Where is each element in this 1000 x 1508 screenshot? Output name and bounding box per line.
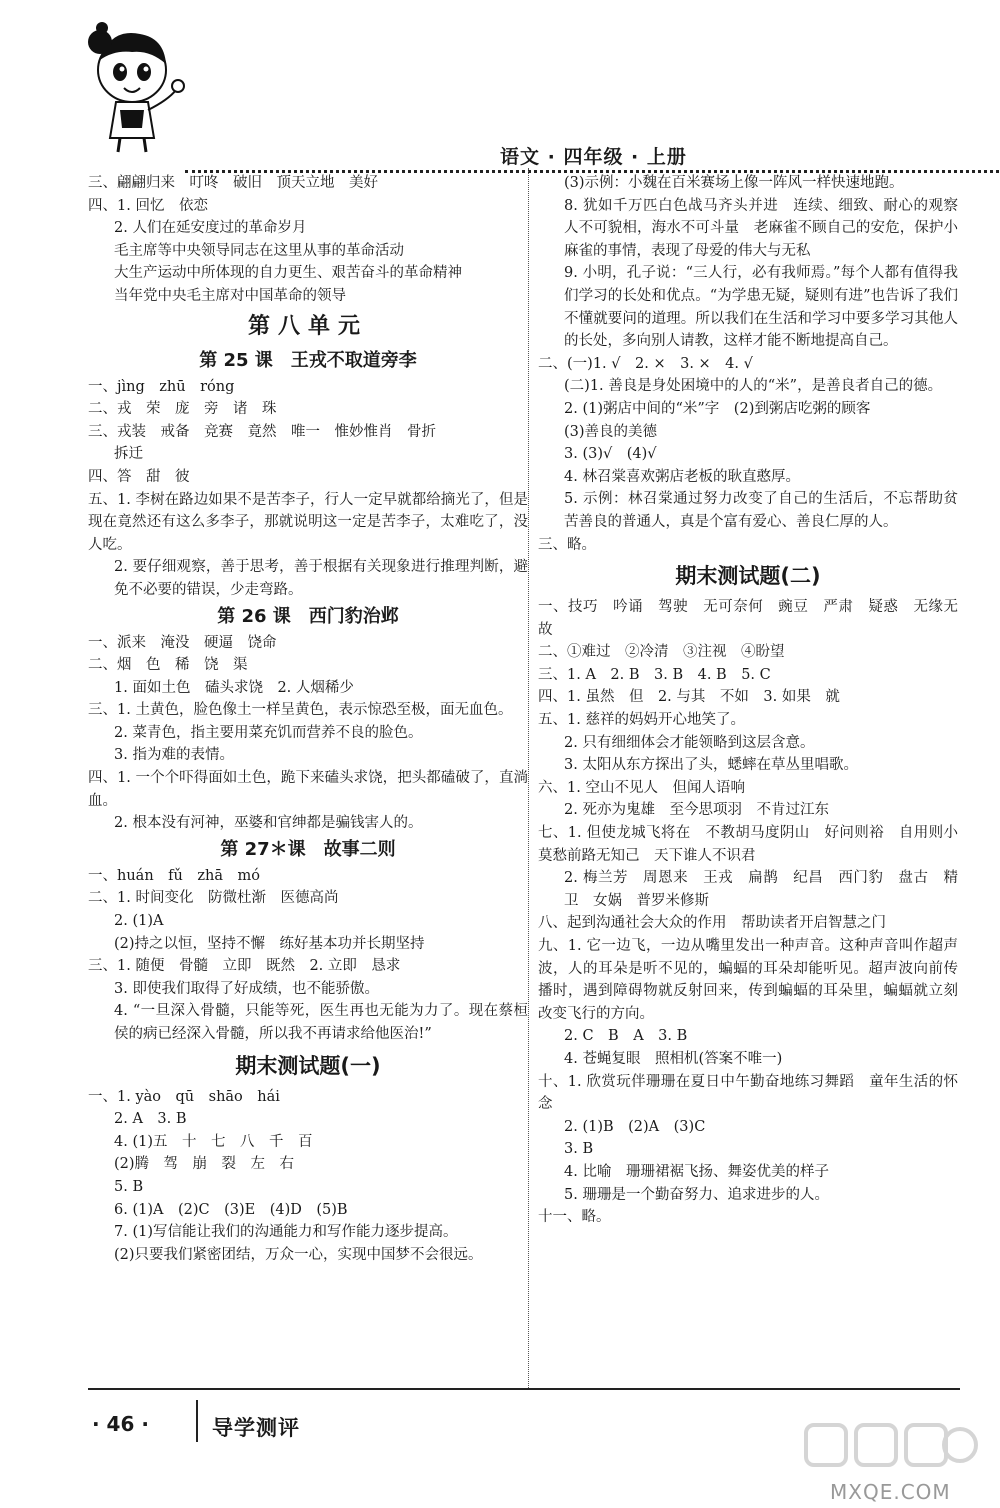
answer-line: (2)持之以恒，坚持不懈 练好基本功并长期坚持 [114,935,425,952]
answer-line: 五、1. 慈祥的妈妈开心地笑了。 [538,712,745,729]
answer-line: 2. (1)A [114,913,164,930]
answer-paragraph: 四、1. 一个个吓得面如土色，跪下来磕头求饶，把头都磕破了，直淌血。 [88,770,528,809]
answer-line: 4. 林召棠喜欢粥店老板的耿直憨厚。 [564,468,800,485]
answer-line: 二、戎 荣 庞 旁 诸 珠 [88,401,277,418]
answer-line: 当年党中央毛主席对中国革命的领导 [114,287,346,304]
answer-line: 三、略。 [538,536,596,553]
answer-paragraph: 五、1. 李树在路边如果不是苦李子，行人一定早就都给摘光了，但是现在竟然还有这么多李子，那就说明这一定是苦李子，太难吃了，没人吃。 [88,491,528,553]
left-column [88,172,528,1266]
answer-line: 一、派来 淹没 硬逼 饶命 [88,634,277,651]
answer-line: 八、起到沟通社会大众的作用 帮助读者开启智慧之门 [538,915,886,932]
answer-line: 2. 人们在延安度过的革命岁月 [114,220,307,237]
answer-line: 四、1. 回忆 依恋 [88,197,208,214]
answer-line: 5. B [114,1178,144,1195]
answer-line: 十一、略。 [538,1209,611,1226]
answer-line: 六、1. 空山不见人 但闻人语响 [538,779,745,796]
lesson-title: 第 27＊课 故事二则 [220,838,396,860]
answer-line: 2. (1)粥店中间的“米”字 (2)到粥店吃粥的顾客 [564,400,871,417]
answer-line: 4. 苍蝇复眼 照相机(答案不唯一) [564,1050,783,1067]
page-header [80,20,960,168]
watermark-text: MXQE.COM [830,1480,951,1504]
answer-line: 2. A 3. B [114,1111,187,1128]
unit-title: 第八单元 [247,313,368,339]
answer-paragraph: 2. 要仔细观察，善于思考，善于根据有关现象进行推理判断，避免不必要的错误，少走弯路。 [114,559,528,598]
answer-line: 3. 指为难的表情。 [114,747,234,764]
answer-line: (3)善良的美德 [564,423,658,440]
header-title: 语文 · 四年级 · 上册 [500,146,687,168]
answer-line: 3. 即使我们取得了好成绩，也不能骄傲。 [114,980,379,997]
answer-paragraph: 8. 犹如千万匹白色战马齐头并进 连续、细致、耐心的观察 人不可貌相，海水不可斗量 老麻雀不顾自己的安危，保护小麻雀的事情，表现了母爱的伟大与无私 [564,197,973,259]
page-number: · 46 · [92,1412,149,1436]
answer-line: 大生产运动中所体现的自力更生、艰苦奋斗的革命精神 [114,265,462,282]
answer-line: 3. 太阳从东方探出了头，蟋蟀在草丛里唱歌。 [564,757,858,774]
answer-line: 三、1. A 2. B 3. B 4. B 5. C [538,666,771,683]
answer-line: 3. (3)√ (4)√ [564,446,657,463]
answer-line: 4. 比喻 珊珊裙裾飞扬、舞姿优美的样子 [564,1163,829,1180]
answer-line: 二、①难过 ②冷清 ③注视 ④盼望 [538,644,785,661]
answer-line: (3)示例：小魏在百米赛场上像一阵风一样快速地跑。 [564,175,904,191]
answer-paragraph: 九、1. 它一边飞，一边从嘴里发出一种声音。这种声音叫作超声波，人的耳朵是听不见的，蝙蝠的耳朵却能听见。超声波向前传播时，遇到障碍物就反射回来，传到蝙蝠的耳朵里，蝙蝠就立刻改变飞行的方向。 [538,938,958,1022]
answer-line: 拆迁 [114,446,143,463]
answer-line: 2. (1)B (2)A (3)C [564,1118,706,1135]
answer-line: 7. (1)写信能让我们的沟通能力和写作能力逐步提高。 [114,1224,458,1241]
answer-line: 5. 珊珊是一个勤奋努力、追求进步的人。 [564,1186,829,1203]
answer-line: 3. B [564,1141,594,1158]
answer-line: 四、1. 虽然 但 2. 与其 不如 3. 如果 就 [538,689,840,706]
brand-label: 导学测评 [212,1416,300,1440]
right-column [538,172,973,1229]
answer-line: 三、1. 随便 骨髓 立即 既然 2. 立即 恳求 [88,958,401,975]
answer-paragraph: (2)只要我们紧密团结，万众一心，实现中国梦不会很远。 [114,1246,483,1263]
answer-line: 一、jìng zhū róng [88,378,235,395]
answer-paragraph: 2. 梅兰芳 周恩来 王戎 扁鹊 纪昌 西门豹 盘古 精卫 女娲 普罗米修斯 [564,870,958,909]
answer-line: 二、1. 时间变化 防微杜渐 医德高尚 [88,890,339,907]
answer-line: 一、1. yào qū shāo hái [88,1088,280,1105]
footer-separator [196,1400,198,1442]
answer-paragraph: 9. 小明，孔子说：“三人行，必有我师焉。”每个人都有值得我们学习的长处和优点。“为学患无疑，疑则有进”也告诉了我们不懂就要问的道理。所以我们在生活和学习中要多学习其他人的长处，多向别人请教，这样才能不断地提高自己。 [564,265,958,350]
answer-line: 毛主席等中央领导同志在这里从事的革命活动 [114,242,404,259]
mascot-girl-icon [80,20,190,155]
answer-paragraph: 5. 示例：林召棠通过努力改变了自己的生活后，不忘帮助贫苦善良的普通人，真是个富有爱心、善良仁厚的人。 [564,491,958,530]
answer-line: 四、答 甜 彼 [88,468,190,485]
answer-line: 2. 只有细细体会才能领略到这层含意。 [564,734,815,751]
answer-paragraph: (二)1. 善良是身处困境中的人的“米”，是善良者自己的德。 [564,378,943,395]
answer-paragraph: 十、1. 欣赏玩伴珊珊在夏日中午勤奋地练习舞蹈 童年生活的怀念 [538,1073,958,1113]
answer-line: 一、huán fǔ zhā mó [88,867,260,884]
column-divider [528,168,529,1390]
answer-line: (2)腾 驾 崩 裂 左 右 [114,1156,295,1173]
lesson-title: 第 25 课 王戎不取道旁李 [199,349,417,371]
exam-title: 期末测试题(二) [675,564,821,589]
exam-title: 期末测试题(一) [235,1053,381,1078]
answer-line: 6. (1)A (2)C (3)E (4)D (5)B [114,1201,348,1218]
answer-paragraph: 4. “一旦深入骨髓，只能等死，医生再也无能为力了。现在蔡桓侯的病已经深入骨髓，所以我不再请求给他医治!” [114,1003,528,1042]
answer-line: 三、戎装 戒备 竞赛 竟然 唯一 惟妙惟肖 骨折 [88,423,436,440]
answer-line: 2. 菜青色，指主要用菜充饥而营养不良的脸色。 [114,724,423,741]
answer-line: 2. 根本没有河神，巫婆和官绅都是骗钱害人的。 [114,815,423,832]
answer-line: 二、(一)1. √ 2. × 3. × 4. √ [538,355,753,372]
answer-paragraph: 三、1. 土黄色，脸色像土一样呈黄色，表示惊恐至极，面无血色。 [88,702,513,719]
answer-line: 4. (1)五 十 七 八 千 百 [114,1133,313,1150]
answer-line: 二、烟 色 稀 饶 渠 [88,657,248,674]
lesson-title: 第 26 课 西门豹治邺 [217,605,399,627]
answer-paragraph: 一、技巧 吟诵 驾驶 无可奈何 豌豆 严肃 疑惑 无缘无故 [538,599,958,638]
answer-line: 三、翩翩归来 叮咚 破旧 顶天立地 美好 [88,175,378,191]
answer-paragraph: 七、1. 但使龙城飞将在 不教胡马度阴山 好问则裕 自用则小 莫愁前路无知己 天下谁人不识君 [538,825,973,864]
answer-line: 2. 死亦为鬼雄 至今思项羽 不肯过江东 [564,802,829,819]
answer-line: 2. C B A 3. B [564,1028,688,1045]
answer-line: 1. 面如土色 磕头求饶 2. 人烟稀少 [114,679,354,696]
footer-rule [88,1388,960,1390]
